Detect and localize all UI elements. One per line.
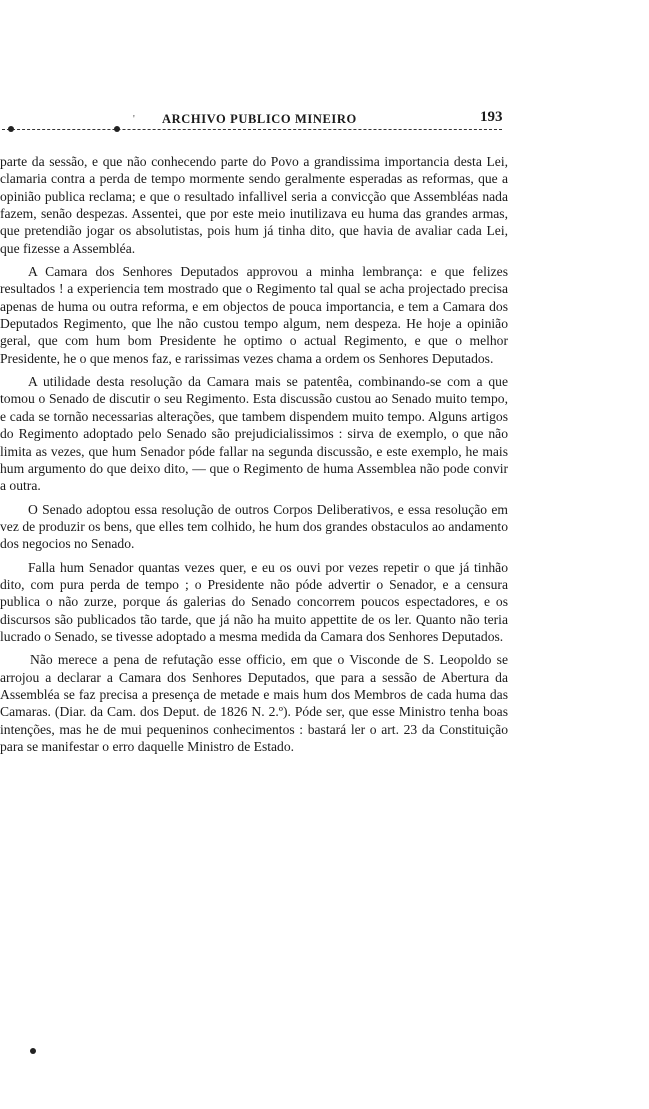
paragraph: Não merece a pena de refutação esse officio, em que o Visconde de S. Leopoldo se arrojou a declarar a Camara dos Senhores Deputados, que para a sessão de Abertura da Assembléa se faz precisa a presença de metade e mais hum dos Membros de cada huma das Camaras. (Diar. da Cam. dos Deput. de 1826 N. 2.º). Póde ser, que esse Ministro tenha boas intenções, mas he de mui pequeninos conhecimentos : bastará ler o art. 23 da Constituição para se manifestar o erro daquelle Ministro de Estado. <box>0 652 508 754</box>
paragraph: Falla hum Senador quantas vezes quer, e eu os ouvi por vezes repetir o que já tinhão dito, com pura perda de tempo ; o Presidente não póde advertir o Senador, e a censura publica o não zurze, porque ás galerias do Senado concorrem poucos espectadores, e os discursos são publicados tão tarde, que já não ha muito appettite de os ler. Quanto não teria lucrado o Senado, se tivesse adoptado a mesma medida da Camara dos Senhores Deputados. <box>0 559 508 644</box>
paragraph: O Senado adoptou essa resolução de outros Corpos Deliberativos, e essa resolução em vez de produzir os bens, que elles tem colhido, he hum dos grandes obstaculos ao andamento dos negocios no Senado. <box>0 501 508 552</box>
header-rule <box>2 129 502 130</box>
paragraph: A Camara dos Senhores Deputados approvou a minha lembrança: e que felizes resultados ! a experiencia tem mostrado que o Regimento tal qual se acha projectado precisa apenas de huma ou outra reforma, e em objectos de pouca importancia, e tem a Camara dos Deputados Regimento, que lhe não custou tempo algum, nem despeza. He hoje a opinião geral, que com hum bom Presidente he optimo o actual Regimento, e que o melhor Presidente, he o que menos faz, e rarissimas vezes chama a ordem os Senhores Deputados. <box>0 264 508 366</box>
ink-dot <box>30 1048 36 1054</box>
rule-ornament <box>114 126 120 132</box>
rule-ornament <box>8 126 14 132</box>
header-marker: ' <box>133 114 135 125</box>
paragraph: A utilidade desta resolução da Camara mais se patentêa, combinando-se com a que tomou o Senado de discutir o seu Regimento. Esta discussão custou ao Senado muito tempo, e cada se tornão necessarias alterações, que tambem dispendem muito tempo. Alguns artigos do Regimento adoptado pelo Senado são prejudicialissimos : sirva de exemplo, o que não limita as vezes, que hum Senador póde fallar na segunda discussão, e este exemplo, he mais hum argumento do que deixo dito, — que o Regimento de huma Assemblea não pode convir a outra. <box>0 374 508 494</box>
paragraph: parte da sessão, e que não conhecendo parte do Povo a grandissima importancia desta Lei, clamaria contra a perda de tempo mormente sendo geralmente esperadas as reformas, que a opinião publica reclama; e que o resultado infallivel seria a convicção que Assembléas nada fazem, senão despezas. Assentei, que por este meio inutilizava eu huma das grandes armas, que pretendião jogar os absolutistas, pois hum já tinha dito, que havia de avaliar cada Lei, que fizesse a Assembléa. <box>0 154 508 256</box>
body-text <box>0 153 508 761</box>
running-header <box>0 109 649 134</box>
page-number: 193 <box>480 109 503 125</box>
running-title: ARCHIVO PUBLICO MINEIRO <box>162 112 357 126</box>
